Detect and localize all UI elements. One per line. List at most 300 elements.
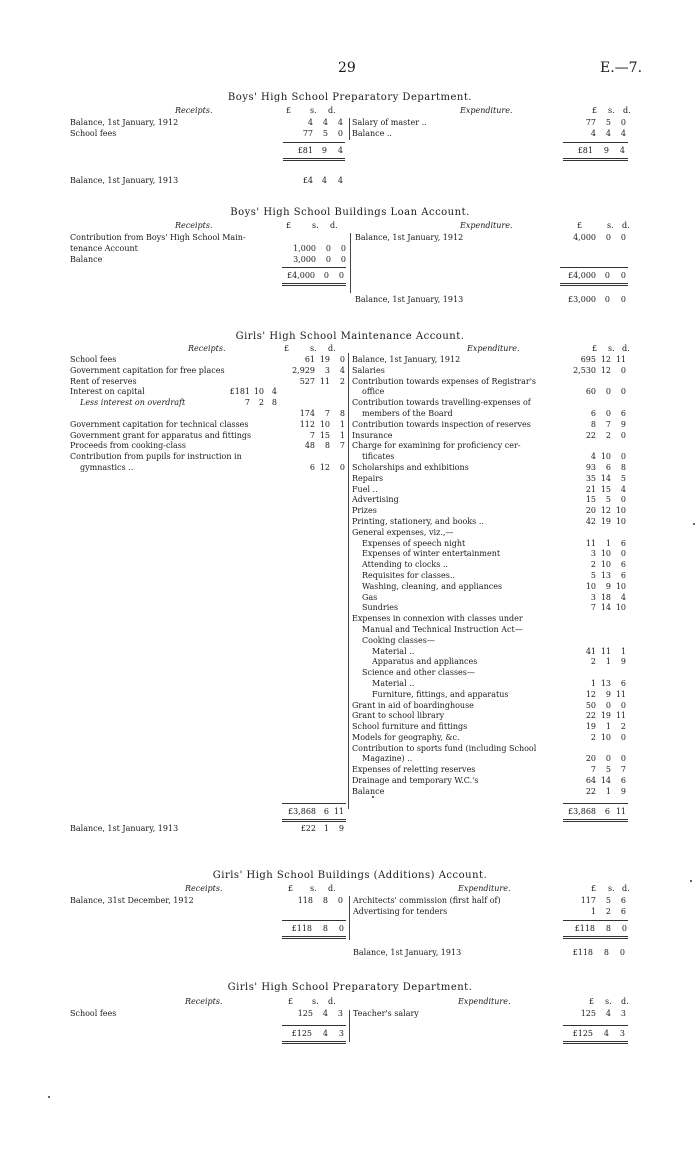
amount-shillings: 12 — [600, 506, 611, 516]
closing-balance — [353, 948, 628, 959]
row-description: Washing, cleaning, and appliances — [362, 581, 503, 591]
ledger-row — [352, 754, 628, 765]
amount-pence: 0 — [620, 732, 626, 742]
amount-shillings: 3 — [324, 365, 330, 375]
row-description: Insurance — [352, 430, 393, 440]
ledger-row — [352, 690, 628, 701]
amount-pounds: 7 — [309, 430, 315, 440]
amount-shillings: 0 — [325, 243, 331, 253]
ledger-row — [352, 679, 628, 690]
total-double-rule — [282, 1043, 346, 1044]
row-description: Balance .. — [352, 128, 392, 138]
shilling-label: s. — [312, 997, 319, 1006]
total-double-rule — [282, 938, 346, 939]
total-double-rule — [563, 160, 628, 161]
row-description: Contribution towards inspection of reserves — [352, 419, 531, 429]
total-pence: 4 — [337, 146, 343, 155]
amount-shillings: 0 — [605, 387, 611, 397]
pence-label: d. — [328, 884, 336, 893]
row-description: Government capitation for technical classes — [70, 419, 249, 429]
total-double-rule — [282, 285, 346, 286]
total-double-rule — [563, 158, 628, 159]
ledger-row — [352, 733, 628, 744]
row-description: Grant to school library — [352, 711, 445, 721]
amount-pence: 2 — [620, 722, 626, 732]
amount-pence: 10 — [615, 506, 626, 516]
amount-pounds: 41 — [585, 646, 596, 656]
balance-text: Balance, 1st January, 1913 — [70, 824, 179, 833]
amount-shillings: 13 — [600, 678, 611, 688]
amount-pounds: 4 — [590, 452, 596, 462]
balance-text: Balance, 1st January, 1913 — [355, 295, 464, 304]
expenditure-rows — [352, 118, 628, 140]
pence-label: d. — [622, 221, 630, 230]
column-header — [352, 344, 628, 355]
row-description: Magazine) .. — [362, 754, 413, 764]
total-shillings: 4 — [322, 1029, 328, 1038]
amount-pence: 7 — [339, 441, 345, 451]
column-header — [70, 344, 347, 355]
receipts-label: Receipts. — [185, 884, 223, 893]
total-pence: 11 — [615, 807, 626, 816]
row-description: School furniture and fittings — [352, 722, 468, 732]
total-double-rule — [563, 938, 628, 939]
row-description: Rent of reserves — [70, 376, 137, 386]
ledger-row — [352, 431, 628, 442]
amount-pence: 3 — [620, 1009, 626, 1018]
receipts-label: Receipts. — [185, 997, 223, 1006]
row-description: Salary of master .. — [352, 118, 427, 127]
total-pence: 3 — [619, 1029, 625, 1038]
pence-label: d. — [328, 344, 336, 353]
amount-pounds: 22 — [585, 711, 596, 721]
amount-pence: 1 — [339, 430, 345, 440]
pound-label: £ — [589, 997, 595, 1006]
amount-pounds: 11 — [585, 538, 596, 548]
ledger-row — [352, 474, 628, 485]
expenditure-rows — [352, 355, 628, 798]
inner-shillings: 2 — [258, 398, 264, 408]
ledger-row — [352, 560, 628, 571]
ledger-row — [70, 233, 348, 244]
row-description: Expenses of reletting reserves — [352, 765, 476, 775]
amount-pounds: 22 — [585, 430, 596, 440]
row-description: Gas — [362, 592, 378, 602]
balance-pounds: £4 — [302, 176, 313, 185]
row-description: Advertising for tenders — [353, 906, 448, 916]
row-description: Printing, stationery, and books .. — [352, 516, 484, 526]
ledger-row — [353, 907, 628, 918]
amount-pounds: 20 — [585, 754, 596, 764]
column-header — [355, 221, 628, 233]
row-description: General expenses, viz.,— — [352, 527, 454, 537]
row-description: Balance, 1st January, 1912 — [355, 233, 464, 242]
total-pence: 0 — [620, 271, 626, 280]
total-shillings: 9 — [321, 146, 327, 155]
amount-pence: 0 — [620, 452, 626, 462]
amount-shillings: 19 — [600, 711, 611, 721]
amount-pence: 0 — [620, 118, 626, 127]
amount-pounds: 118 — [297, 896, 313, 905]
row-description: Balance — [70, 254, 103, 264]
ledger-row — [352, 118, 628, 129]
shilling-label: s. — [608, 884, 615, 893]
amount-shillings: 19 — [319, 355, 330, 364]
row-description: Manual and Technical Instruction Act— — [362, 624, 523, 634]
row-description: Apparatus and appliances — [372, 657, 478, 667]
total-double-rule — [563, 819, 628, 820]
ledger-row — [70, 398, 347, 409]
ledger-row — [70, 118, 345, 129]
column-header — [353, 997, 628, 1009]
receipt-rows — [70, 896, 345, 907]
ledger-row — [352, 744, 628, 755]
pence-label: d. — [330, 221, 338, 230]
row-description: Balance — [352, 786, 385, 796]
amount-pence: 5 — [620, 473, 626, 483]
row-description: Drainage and temporary W.C.'s — [352, 776, 479, 786]
row-description: Architects' commission (first half of) — [353, 896, 501, 905]
total-double-rule — [560, 285, 628, 286]
receipt-rows — [70, 233, 348, 265]
amount-pence: 0 — [340, 254, 346, 264]
total-double-rule — [560, 283, 628, 284]
amount-shillings: 13 — [600, 570, 611, 580]
total-pounds: £125 — [291, 1029, 312, 1038]
row-description: Balance, 1st January, 1912 — [352, 355, 461, 364]
ledger-row — [352, 452, 628, 463]
amount-shillings: 18 — [600, 592, 611, 602]
ledger-row — [352, 517, 628, 528]
section-title: Girls' High School Buildings (Additions) Account. — [212, 870, 488, 881]
total-shillings: 4 — [603, 1029, 609, 1038]
dot-mark — [693, 523, 695, 525]
amount-pence: 8 — [339, 408, 345, 418]
total-pounds: £125 — [572, 1029, 593, 1038]
expenditure-column — [355, 221, 628, 244]
amount-shillings: 10 — [600, 732, 611, 742]
receipts-label: Receipts. — [175, 221, 213, 230]
amount-shillings: 7 — [605, 419, 611, 429]
amount-pence: 0 — [620, 754, 626, 764]
amount-pence: 6 — [620, 538, 626, 548]
ledger-row — [352, 582, 628, 593]
amount-pounds: 2 — [590, 560, 596, 570]
expenditure-column — [352, 344, 628, 798]
amount-shillings: 1 — [605, 538, 611, 548]
amount-pounds: 22 — [585, 786, 596, 796]
amount-pence: 0 — [620, 387, 626, 397]
shilling-label: s. — [608, 344, 615, 353]
expenditure-rows — [353, 1009, 628, 1020]
amount-shillings: 12 — [600, 365, 611, 375]
row-description: Balance, 31st December, 1912 — [70, 896, 194, 905]
receipt-rows — [70, 355, 347, 474]
column-divider — [350, 233, 351, 293]
total-rule — [563, 803, 628, 804]
amount-pence: 11 — [615, 355, 626, 364]
total-rule — [282, 267, 346, 268]
row-description: Scholarships and exhibitions — [352, 462, 469, 472]
ledger-row — [352, 603, 628, 614]
pound-label: £ — [288, 884, 294, 893]
row-description: Cooking classes— — [362, 635, 435, 645]
section-title: Boys' High School Preparatory Department. — [227, 92, 473, 103]
amount-pence: 4 — [339, 365, 345, 375]
pound-label: £ — [591, 884, 597, 893]
ledger-row — [70, 377, 347, 388]
amount-shillings: 0 — [325, 254, 331, 264]
amount-pence: 0 — [337, 128, 343, 138]
row-description: Contribution from pupils for instruction in — [70, 452, 242, 462]
amount-pounds: 20 — [585, 506, 596, 516]
amount-pence: 6 — [620, 776, 626, 786]
amount-pence: 4 — [620, 128, 626, 138]
ledger-row — [352, 722, 628, 733]
pound-label: £ — [286, 106, 292, 115]
amount-pence: 10 — [615, 603, 626, 613]
amount-pounds: 77 — [302, 128, 313, 138]
inner-pence: 4 — [271, 387, 277, 397]
ledger-row — [70, 1009, 345, 1020]
expenditure-label: Expenditure. — [458, 884, 511, 893]
amount-pence: 6 — [620, 896, 626, 905]
ledger-row — [352, 441, 628, 452]
amount-pence: 1 — [339, 419, 345, 429]
amount-pounds: 3,000 — [293, 254, 316, 264]
ledger-row — [352, 539, 628, 550]
column-divider — [349, 896, 350, 940]
shilling-label: s. — [310, 344, 317, 353]
amount-shillings: 2 — [605, 430, 611, 440]
ledger-row — [352, 571, 628, 582]
amount-shillings: 14 — [600, 776, 611, 786]
expenditure-rows — [355, 233, 628, 244]
expenditure-total — [563, 146, 628, 157]
row-description: Contribution towards travelling-expenses of — [352, 398, 531, 408]
receipt-rows — [70, 1009, 345, 1020]
total-shillings: 6 — [323, 807, 329, 816]
amount-pence: 11 — [615, 711, 626, 721]
total-rule — [282, 803, 346, 804]
amount-pounds: 174 — [299, 408, 315, 418]
balance-shillings: 1 — [323, 824, 329, 833]
ledger-row — [352, 129, 628, 140]
total-shillings: 6 — [604, 807, 610, 816]
total-pounds: £4,000 — [287, 271, 315, 280]
amount-pounds: 21 — [585, 484, 596, 494]
ledger-row — [352, 506, 628, 517]
amount-pounds: 10 — [585, 581, 596, 591]
balance-pounds: £22 — [300, 824, 316, 833]
amount-pence: 10 — [615, 516, 626, 526]
expenditure-total — [563, 924, 628, 935]
amount-shillings: 11 — [600, 646, 611, 656]
amount-pounds: 117 — [580, 896, 596, 905]
amount-shillings: 11 — [319, 376, 330, 386]
ledger-row — [70, 355, 347, 366]
amount-shillings: 9 — [605, 689, 611, 699]
total-double-rule — [282, 819, 346, 820]
amount-pounds: 6 — [309, 462, 315, 472]
section-title: Boys' High School Buildings Loan Account. — [230, 207, 470, 218]
ledger-row — [70, 463, 347, 474]
amount-pounds: 77 — [585, 118, 596, 127]
total-double-rule — [283, 160, 345, 161]
balance-pence: 0 — [620, 295, 626, 304]
receipts-total — [283, 146, 345, 157]
ledger-row — [70, 409, 347, 420]
receipts-column — [70, 344, 347, 474]
amount-shillings: 4 — [322, 118, 328, 127]
amount-shillings: 14 — [600, 603, 611, 613]
total-pounds: £3,868 — [288, 807, 316, 816]
amount-pence: 0 — [620, 430, 626, 440]
amount-pence: 0 — [620, 495, 626, 505]
total-rule — [283, 142, 345, 143]
receipts-column — [70, 221, 348, 265]
amount-shillings: 12 — [319, 462, 330, 472]
amount-pence: 4 — [337, 118, 343, 127]
expenditure-label: Expenditure. — [467, 344, 520, 353]
total-pence: 3 — [338, 1029, 344, 1038]
ledger-row — [70, 387, 347, 398]
total-double-rule — [282, 936, 346, 937]
inner-shillings: 10 — [253, 387, 264, 397]
amount-shillings: 8 — [324, 441, 330, 451]
amount-pounds: 1,000 — [293, 243, 316, 253]
amount-pounds: 93 — [585, 462, 596, 472]
total-shillings: 8 — [605, 924, 611, 933]
ledger-row — [353, 896, 628, 907]
amount-pounds: 112 — [299, 419, 315, 429]
amount-pence: 0 — [620, 233, 626, 242]
row-description: Contribution from Boys' High School Main- — [70, 233, 246, 242]
amount-shillings: 4 — [605, 1009, 611, 1018]
total-pounds: £81 — [577, 146, 593, 155]
column-header — [70, 106, 345, 118]
total-pence: 0 — [338, 924, 344, 933]
amount-pence: 6 — [620, 408, 626, 418]
row-description: Balance, 1st January, 1912 — [70, 118, 179, 127]
total-rule — [282, 920, 346, 921]
row-description: Charge for examining for proficiency cer- — [352, 441, 521, 451]
amount-shillings: 5 — [322, 128, 328, 138]
ledger-row — [70, 255, 348, 266]
balance-shillings: 0 — [604, 295, 610, 304]
balance-pence: 9 — [338, 824, 344, 833]
inner-pence: 8 — [271, 398, 277, 408]
shilling-label: s. — [312, 221, 319, 230]
amount-pence: 0 — [337, 896, 343, 905]
balance-shillings: 4 — [321, 176, 327, 185]
amount-shillings: 5 — [605, 495, 611, 505]
amount-shillings: 0 — [605, 233, 611, 242]
page-number: 29 — [338, 60, 356, 76]
amount-pence: 2 — [339, 376, 345, 386]
total-shillings: 8 — [322, 924, 328, 933]
amount-pence: 10 — [615, 581, 626, 591]
ledger-row — [352, 701, 628, 712]
total-pounds: £118 — [291, 924, 312, 933]
row-description: Teacher's salary — [353, 1009, 419, 1018]
document-code: E.—7. — [600, 60, 643, 76]
amount-pounds: 15 — [585, 495, 596, 505]
expenditure-total — [563, 1029, 628, 1040]
expenditure-label: Expenditure. — [460, 221, 513, 230]
receipts-column — [70, 106, 345, 140]
pence-label: d. — [623, 106, 631, 115]
pence-label: d. — [622, 884, 630, 893]
amount-pounds: 50 — [585, 700, 596, 710]
row-description: Government grant for apparatus and fittings — [70, 430, 252, 440]
amount-pence: 6 — [620, 570, 626, 580]
pound-label: £ — [288, 997, 294, 1006]
row-description: tificates — [362, 452, 395, 462]
amount-shillings: 9 — [605, 581, 611, 591]
ledger-row — [352, 377, 628, 388]
amount-pence: 6 — [620, 560, 626, 570]
total-shillings: 9 — [603, 146, 609, 155]
ledger-row — [352, 657, 628, 668]
amount-pounds: 4,000 — [573, 233, 596, 242]
ledger-row — [352, 495, 628, 506]
closing-balance — [355, 295, 628, 306]
amount-pounds: 7 — [590, 765, 596, 775]
row-description: gymnastics .. — [80, 462, 134, 472]
receipts-total — [282, 807, 346, 818]
row-description: School fees — [70, 355, 117, 364]
balance-pence: 4 — [337, 176, 343, 185]
row-description: Proceeds from cooking-class — [70, 441, 186, 451]
expenditure-total — [560, 271, 628, 282]
row-description: Furniture, fittings, and apparatus — [372, 689, 509, 699]
amount-shillings: 0 — [605, 408, 611, 418]
total-rule — [282, 1025, 346, 1026]
ledger-row — [352, 485, 628, 496]
amount-shillings: 15 — [600, 484, 611, 494]
pence-label: d. — [622, 344, 630, 353]
amount-shillings: 1 — [605, 657, 611, 667]
amount-shillings: 2 — [605, 906, 611, 916]
ledger-row — [352, 366, 628, 377]
amount-pounds: 2,929 — [292, 365, 315, 375]
amount-pounds: 527 — [299, 376, 315, 386]
column-header — [353, 884, 628, 896]
amount-pounds: 5 — [590, 570, 596, 580]
balance-pence: 0 — [619, 948, 625, 957]
row-description: Science and other classes— — [362, 668, 475, 678]
amount-pounds: 4 — [590, 128, 596, 138]
amount-pence: 0 — [620, 700, 626, 710]
amount-pounds: 61 — [304, 355, 315, 364]
section-title: Girls' High School Preparatory Department. — [227, 982, 473, 993]
amount-pounds: 3 — [590, 592, 596, 602]
ledger-row — [352, 776, 628, 787]
total-pence: 0 — [621, 924, 627, 933]
amount-shillings: 7 — [324, 408, 330, 418]
amount-pence: 0 — [620, 365, 626, 375]
ledger-row — [352, 668, 628, 679]
amount-pence: 9 — [620, 419, 626, 429]
column-divider — [348, 353, 349, 809]
receipts-column — [70, 997, 345, 1020]
dot-mark — [48, 1096, 50, 1098]
ledger-row — [70, 129, 345, 140]
column-header — [70, 884, 345, 896]
pence-label: d. — [621, 997, 629, 1006]
dot-mark — [372, 796, 374, 798]
